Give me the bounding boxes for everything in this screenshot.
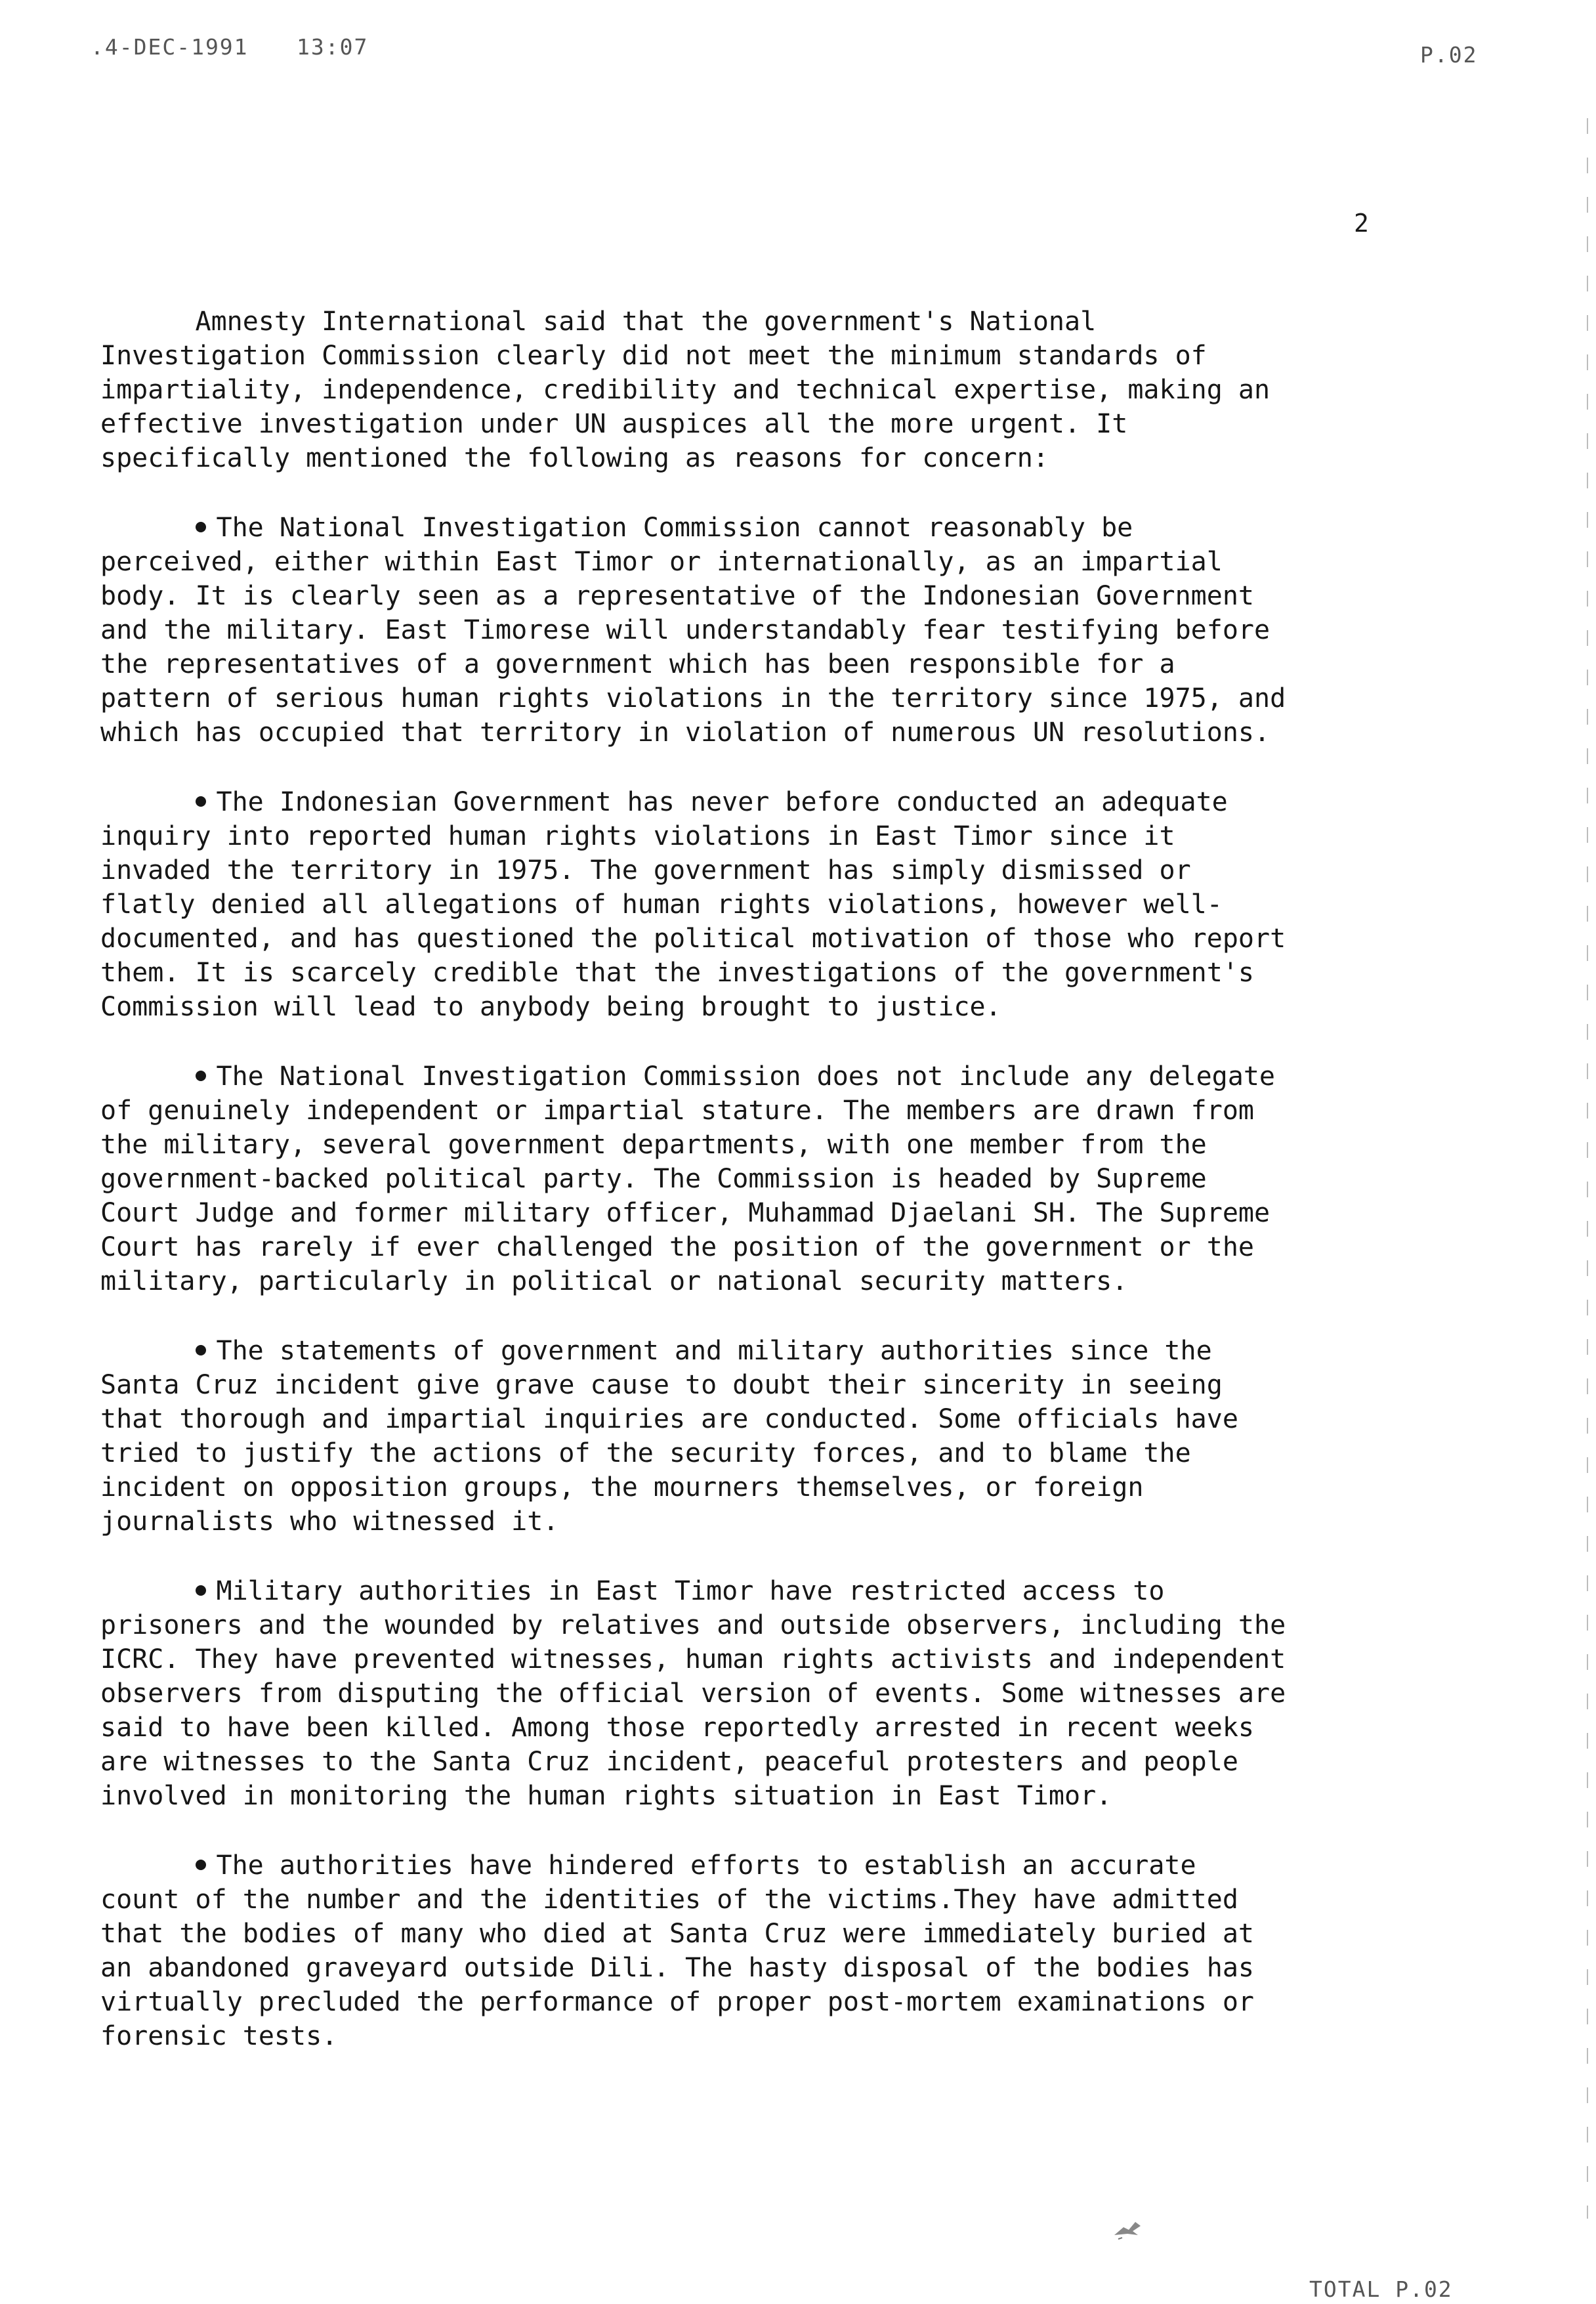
text-line	[100, 1334, 1406, 1368]
text-line: an abandoned graveyard outside Dili. The hasty disposal of the bodies has	[100, 1953, 1254, 1983]
bullet-dot-icon	[196, 796, 206, 807]
text-line	[100, 1574, 1406, 1608]
text-line: which has occupied that territory in violation of numerous UN resolutions.	[100, 717, 1270, 748]
text-line: government-backed political party. The Commission is headed by Supreme	[100, 1164, 1207, 1194]
bullet-paragraph	[100, 1574, 1406, 1813]
text-line: of genuinely independent or impartial stature. The members are drawn from	[100, 1096, 1254, 1126]
text-line: prisoners and the wounded by relatives and outside observers, including the	[100, 1610, 1286, 1640]
text-line: military, particularly in political or national security matters.	[100, 1266, 1128, 1296]
text-line: Court has rarely if ever challenged the position of the government or the	[100, 1232, 1254, 1262]
text-line: said to have been killed. Among those reportedly arrested in recent weeks	[100, 1713, 1254, 1743]
text-line: Santa Cruz incident give grave cause to doubt their sincerity in seeing	[100, 1370, 1223, 1400]
text-line: journalists who witnessed it.	[100, 1506, 559, 1537]
text-line: Amnesty International said that the government's National	[100, 307, 1097, 337]
text-line: the representatives of a government which has been responsible for a	[100, 649, 1175, 679]
text-line: the military, several government departments, with one member from the	[100, 1130, 1207, 1160]
text-line	[100, 785, 1406, 819]
text-line: ICRC. They have prevented witnesses, human rights activists and independent	[100, 1644, 1286, 1675]
text-line-content: The Indonesian Government has never before conducted an adequate	[216, 787, 1228, 817]
fax-header	[0, 34, 1596, 74]
intro-paragraph	[100, 305, 1406, 475]
text-line: virtually precluded the performance of proper post-mortem examinations or	[100, 1987, 1254, 2017]
fax-page-indicator: P.02	[1420, 42, 1478, 68]
text-line: pattern of serious human rights violations in the territory since 1975, and	[100, 683, 1286, 714]
bullet-paragraph	[100, 1334, 1406, 1539]
text-line: perceived, either within East Timor or internationally, as an impartial	[100, 547, 1223, 577]
text-line: that the bodies of many who died at Santa Cruz were immediately buried at	[100, 1919, 1254, 1949]
text-line: impartiality, independence, credibility and technical expertise, making an	[100, 375, 1270, 405]
text-line: Court Judge and former military officer, Muhammad Djaelani SH. The Supreme	[100, 1198, 1270, 1228]
text-line-content: The statements of government and military authorities since the	[216, 1336, 1212, 1366]
bullet-paragraph	[100, 1059, 1406, 1298]
fax-time: 13:07	[297, 34, 369, 60]
text-line-content: The authorities have hindered efforts to establish an accurate	[216, 1850, 1196, 1881]
text-line: forensic tests.	[100, 2021, 338, 2051]
scan-smudge-mark	[1109, 2215, 1148, 2242]
text-line: invaded the territory in 1975. The government has simply dismissed or	[100, 855, 1191, 885]
bullet-paragraph	[100, 785, 1406, 1024]
bullet-dot-icon	[196, 522, 206, 532]
text-line-content: The National Investigation Commission cannot reasonably be	[216, 513, 1133, 543]
text-line: Commission will lead to anybody being brought to justice.	[100, 992, 1001, 1022]
text-line: that thorough and impartial inquiries are conducted. Some officials have	[100, 1404, 1238, 1434]
text-line: specifically mentioned the following as reasons for concern:	[100, 443, 1049, 473]
text-line: Investigation Commission clearly did not meet the minimum standards of	[100, 341, 1207, 371]
text-line: involved in monitoring the human rights situation in East Timor.	[100, 1781, 1112, 1811]
text-line: and the military. East Timorese will understandably fear testifying before	[100, 615, 1270, 645]
text-line: tried to justify the actions of the security forces, and to blame the	[100, 1438, 1191, 1468]
text-line: them. It is scarcely credible that the investigations of the government's	[100, 958, 1254, 988]
text-line-content: Military authorities in East Timor have restricted access to	[216, 1576, 1165, 1606]
text-line: effective investigation under UN auspices all the more urgent. It	[100, 409, 1128, 439]
text-line: observers from disputing the official version of events. Some witnesses are	[100, 1678, 1286, 1709]
fax-date: .4-DEC-1991	[91, 34, 249, 60]
text-line: inquiry into reported human rights violations in East Timor since it	[100, 821, 1175, 851]
text-line: flatly denied all allegations of human rights violations, however well-	[100, 889, 1223, 920]
fax-scan-edge-artifact	[1587, 118, 1588, 2219]
text-line: incident on opposition groups, the mourners themselves, or foreign	[100, 1472, 1144, 1503]
bullet-paragraph	[100, 1848, 1406, 2053]
bullet-paragraph	[100, 511, 1406, 750]
text-line	[100, 1848, 1406, 1883]
text-line: are witnesses to the Santa Cruz incident, peaceful protesters and people	[100, 1747, 1238, 1777]
text-line-content: The National Investigation Commission does not include any delegate	[216, 1061, 1275, 1092]
document-body	[100, 305, 1406, 2089]
page-number: 2	[1354, 209, 1369, 238]
fax-footer-total-pages: TOTAL P.02	[1309, 2276, 1453, 2302]
text-line: count of the number and the identities of the victims.They have admitted	[100, 1885, 1238, 1915]
bullet-dot-icon	[196, 1585, 206, 1596]
text-line: body. It is clearly seen as a representative of the Indonesian Government	[100, 581, 1254, 611]
bullet-dot-icon	[196, 1345, 206, 1355]
text-line	[100, 1059, 1406, 1094]
bullet-dot-icon	[196, 1071, 206, 1081]
bullet-dot-icon	[196, 1860, 206, 1870]
text-line	[100, 511, 1406, 545]
text-line: documented, and has questioned the political motivation of those who report	[100, 924, 1286, 954]
